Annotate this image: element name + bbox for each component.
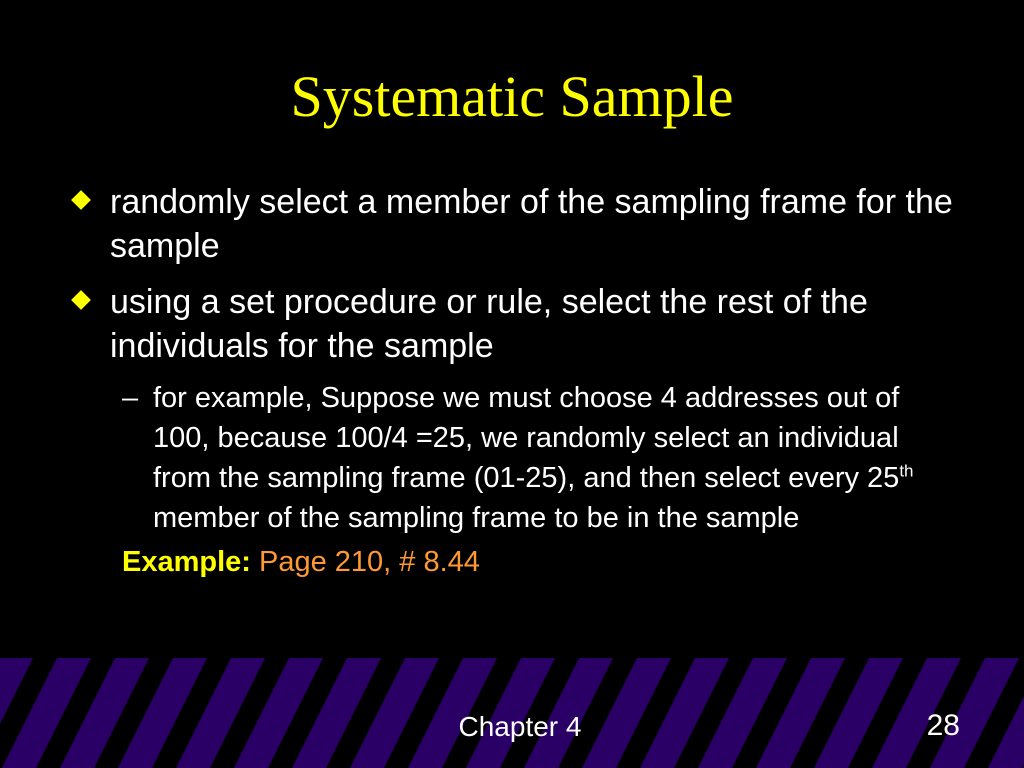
sub-bullet-item — [70, 378, 953, 538]
sub-bullet-text-end: member of the sampling frame to be in the sample — [153, 502, 800, 534]
dash-bullet-icon: – — [122, 382, 139, 414]
slide-body — [70, 180, 970, 582]
bullet-text: using a set procedure or rule, select the rest of the individuals for the sample — [110, 283, 868, 365]
example-label: Example: — [122, 546, 251, 578]
diamond-bullet-icon — [71, 190, 91, 210]
bullet-item — [70, 180, 970, 268]
footer-chapter-label: Chapter 4 — [458, 711, 582, 742]
slide-title: Systematic Sample — [290, 64, 734, 129]
sub-bullet-text: for example, Suppose we must choose 4 addresses out of 100, because 100/4 =25, we randomly select an individual from the sampling frame (01-25), and then select every 25 — [153, 382, 900, 494]
diamond-bullet-icon — [71, 290, 91, 310]
bullet-text: randomly select a member of the sampling frame for the sample — [110, 183, 953, 265]
ordinal-superscript: th — [899, 461, 914, 481]
example-reference: Page 210, # 8.44 — [259, 546, 480, 578]
bullet-item — [70, 280, 970, 368]
footer-page-number: 28 — [926, 709, 960, 742]
example-line — [70, 542, 970, 582]
